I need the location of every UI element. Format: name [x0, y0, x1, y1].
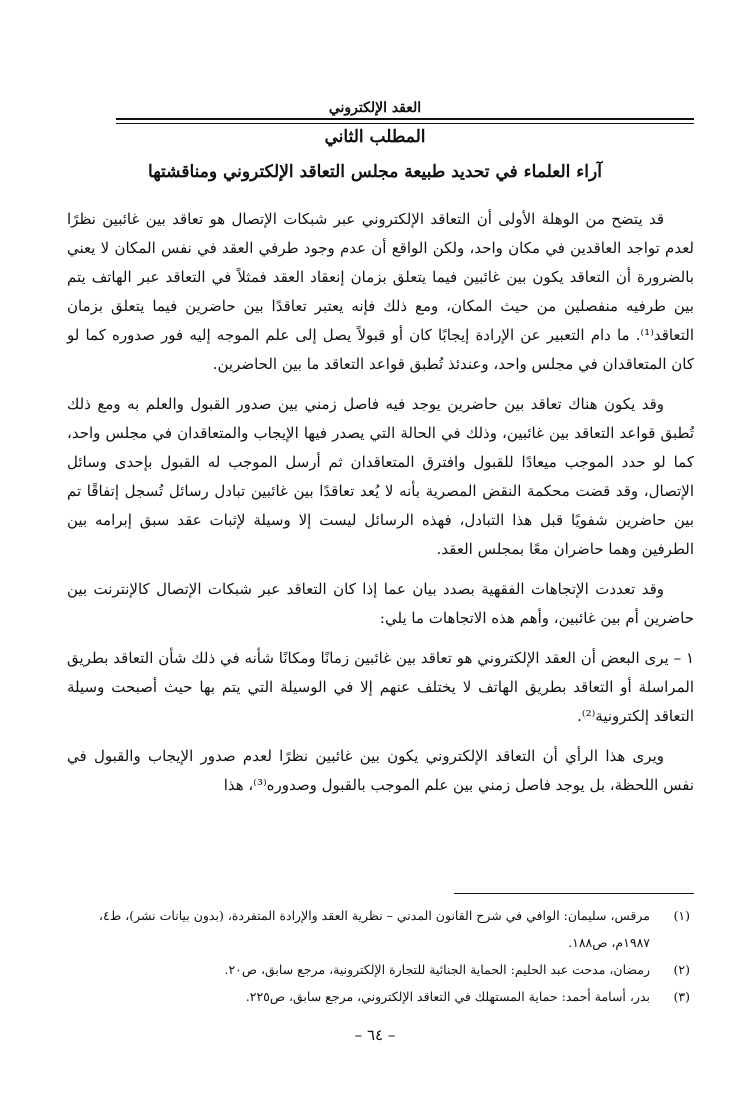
paragraph: وقد يكون هناك تعاقد بين حاضرين يوجد فيه فاصل زمني بين صدور القبول والعلم به ومع ذلك تُطبق قواعد التعاقد بين غائبين، وذلك في الحالة التي يصدر فيها الإيجاب والمتعاقدان في مجلس واحد، كما لو حدد الموجب ميعادًا للقبول وافترق المتعاقدان ثم أرسل الموجب له القبول بإحدى وسائل الإتصال، وقد قضت محكمة النقض المصرية بأنه لا يُعد تعاقدًا بين غائبين تبادل رسائل تُسجل إتفاقًا تم بين حاضرين شفويًا قبل هذا التبادل، فهذه الرسائل ليست إلا وسيلة لإثبات عقد سبق إبرامه بين الطرفين وهما حاضران معًا بمجلس العقد. [67, 395, 694, 558]
running-header: العقد الإلكتروني [328, 100, 422, 116]
footnote [67, 902, 694, 956]
footnote-number: (١) [673, 908, 690, 923]
footnotes [67, 902, 694, 1010]
section-title: المطلب الثاني [324, 127, 426, 147]
footnote [67, 956, 694, 983]
section-subtitle: آراء العلماء في تحديد طبيعة مجلس التعاقد الإلكتروني ومناقشتها [148, 162, 602, 182]
paragraph: قد يتضح من الوهلة الأولى أن التعاقد الإلكتروني عبر شبكات الإتصال هو تعاقد بين غائبين نظرًا لعدم تواجد العاقدين في مكان واحد، ولكن الواقع أن عدم وجود طرفي العقد في نفس المكان لا يعني بالضرورة أن التعاقد يكون بين غائبين فيما يتعلق بزمان إنعقاد العقد فمثلاً في التعاقد عبر الهاتف يتم بين طرفيه منفصلين من حيث المكان، ومع ذلك فإنه يعتبر تعاقدًا بين حاضرين فيما يتعلق بزمان التعاقد⁽¹⁾. ما دام التعبير عن الإرادة إيجابًا كان أو قبولاً يصل إلى علم الموجه إليه فور صدوره كما لو كان المتعاقدان في مجلس واحد، وعندئذ تُطبق قواعد التعاقد ما بين الحاضرين. [67, 210, 694, 373]
header-rule-thin [116, 123, 694, 124]
footnote-text: رمضان، مدحت عبد الحليم: الحماية الجنائية للتجارة الإلكترونية، مرجع سابق، ص٢٠. [224, 962, 650, 977]
footnote-separator [454, 893, 694, 894]
body-text [67, 205, 694, 811]
page-number: – ٦٤ – [354, 1026, 396, 1044]
footnote [67, 983, 694, 1010]
paragraph: وقد تعددت الإتجاهات الفقهية بصدد بيان عما إذا كان التعاقد عبر شبكات الإتصال كالإنترنت بين حاضرين أم بين غائبين، وأهم هذه الاتجاهات ما يلي: [67, 580, 694, 627]
footnote-text: مرقس، سليمان: الوافي في شرح القانون المدني – نظرية العقد والإرادة المتفردة، (بدون بيانات نشر)، ط٤، ١٩٨٧م، ص١٨٨. [98, 908, 650, 950]
footnote-text: بدر، أسامة أحمد: حماية المستهلك في التعاقد الإلكتروني، مرجع سابق، ص٢٢٥. [245, 989, 650, 1004]
header-rule-thick [116, 118, 694, 120]
footnote-number: (٣) [673, 989, 690, 1004]
list-paragraph: ١ – يرى البعض أن العقد الإلكتروني هو تعاقد بين غائبين زمانًا ومكانًا شأنه في ذلك شأن التعاقد بطريق المراسلة أو التعاقد بطريق الهاتف لا يختلف عنهم إلا في الوسيلة التي يتم بها حيث أصبحت وسيلة التعاقد إلكترونية⁽²⁾. [67, 649, 694, 725]
footnote-number: (٢) [673, 962, 690, 977]
paragraph: ويرى هذا الرأي أن التعاقد الإلكتروني يكون بين غائبين نظرًا لعدم صدور الإيجاب والقبول في نفس اللحظة، بل يوجد فاصل زمني بين علم الموجب بالقبول وصدوره⁽³⁾، هذا [67, 747, 694, 794]
